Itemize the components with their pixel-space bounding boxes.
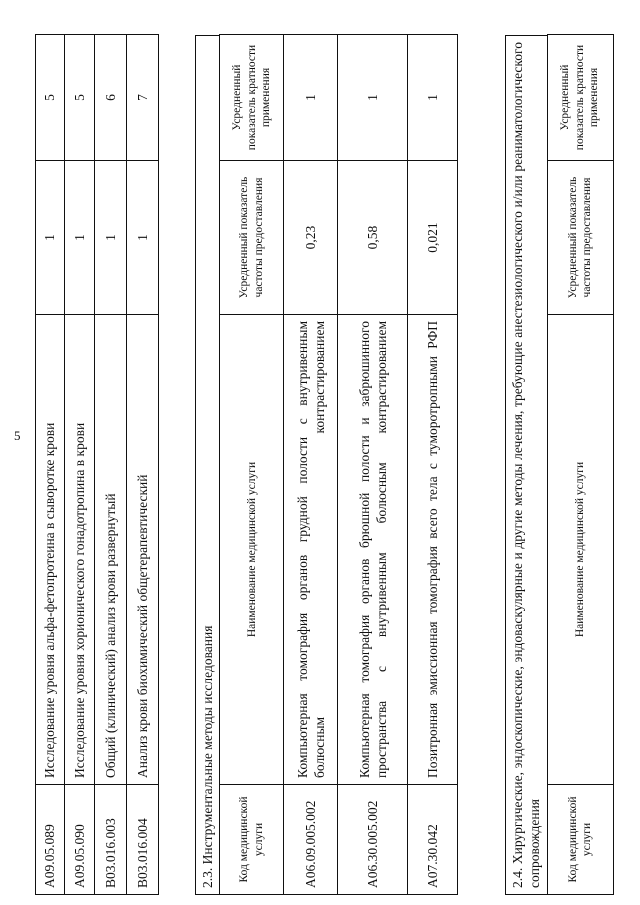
multiplicity-value: 1 xyxy=(284,35,338,161)
service-code: B03.016.003 xyxy=(95,785,127,895)
instrumental-methods-section xyxy=(195,35,458,895)
page-number: 5 xyxy=(14,428,21,443)
surgical-methods-section xyxy=(505,35,614,895)
frequency-value: 1 xyxy=(36,161,65,315)
multiplicity-value: 7 xyxy=(127,35,159,161)
multiplicity-value: 5 xyxy=(65,35,95,161)
multiplicity-value: 1 xyxy=(338,35,408,161)
service-code: A09.05.089 xyxy=(36,785,65,895)
service-name: Исследование уровня хорионического гонадотропина в крови xyxy=(65,315,95,785)
service-code: B03.016.004 xyxy=(127,785,159,895)
column-header-code: Код медицинской услуги xyxy=(547,785,613,895)
service-code: A09.05.090 xyxy=(65,785,95,895)
column-header-name: Наименование медицинской услуги xyxy=(220,315,284,785)
lab-services-table xyxy=(35,34,159,895)
frequency-value: 1 xyxy=(127,161,159,315)
service-name: Анализ крови биохимический общетерапевтический xyxy=(127,315,159,785)
column-header-multiplicity: Усредненный показатель кратности применения xyxy=(547,35,613,161)
multiplicity-value: 6 xyxy=(95,35,127,161)
service-code: A07.30.042 xyxy=(408,785,458,895)
surgical-methods-table xyxy=(547,34,614,895)
table-row xyxy=(127,35,159,895)
service-name: Компьютерная томография органов грудной полости с внутривенным болюсным контрастированием xyxy=(284,315,338,785)
service-name: Исследование уровня альфа-фетопротеина в сыворотке крови xyxy=(36,315,65,785)
table-row xyxy=(36,35,65,895)
table-header-row xyxy=(547,35,613,895)
table-row xyxy=(65,35,95,895)
rotated-document-content xyxy=(35,0,615,895)
section-title: 2.3. Инструментальные методы исследования xyxy=(195,35,219,895)
table-row xyxy=(338,35,408,895)
column-header-frequency: Усредненный показатель частоты предоставления xyxy=(220,161,284,315)
lab-services-table-block xyxy=(35,35,159,895)
service-name: Позитронная эмиссионная томография всего тела с туморотропными РФП xyxy=(408,315,458,785)
frequency-value: 0,021 xyxy=(408,161,458,315)
multiplicity-value: 5 xyxy=(36,35,65,161)
frequency-value: 0,58 xyxy=(338,161,408,315)
instrumental-methods-table xyxy=(219,34,458,895)
table-row xyxy=(284,35,338,895)
service-code: A06.09.005.002 xyxy=(284,785,338,895)
multiplicity-value: 1 xyxy=(408,35,458,161)
service-name: Общий (клинический) анализ крови развернутый xyxy=(95,315,127,785)
column-header-multiplicity: Усредненный показатель кратности применения xyxy=(220,35,284,161)
service-name: Компьютерная томография органов брюшной полости и забрюшинного пространства с внутривенным болюсным контрастированием xyxy=(338,315,408,785)
frequency-value: 1 xyxy=(95,161,127,315)
service-code: A06.30.005.002 xyxy=(338,785,408,895)
column-header-code: Код медицинской услуги xyxy=(220,785,284,895)
table-header-row xyxy=(220,35,284,895)
column-header-frequency: Усредненный показатель частоты предоставления xyxy=(547,161,613,315)
section-title: 2.4. Хирургические, эндоскопические, эндоваскулярные и другие методы лечения, требующие анестезиологического и/или реаниматологического сопровождения xyxy=(505,35,547,895)
column-header-name: Наименование медицинской услуги xyxy=(547,315,613,785)
table-row xyxy=(408,35,458,895)
frequency-value: 1 xyxy=(65,161,95,315)
table-row xyxy=(95,35,127,895)
frequency-value: 0,23 xyxy=(284,161,338,315)
